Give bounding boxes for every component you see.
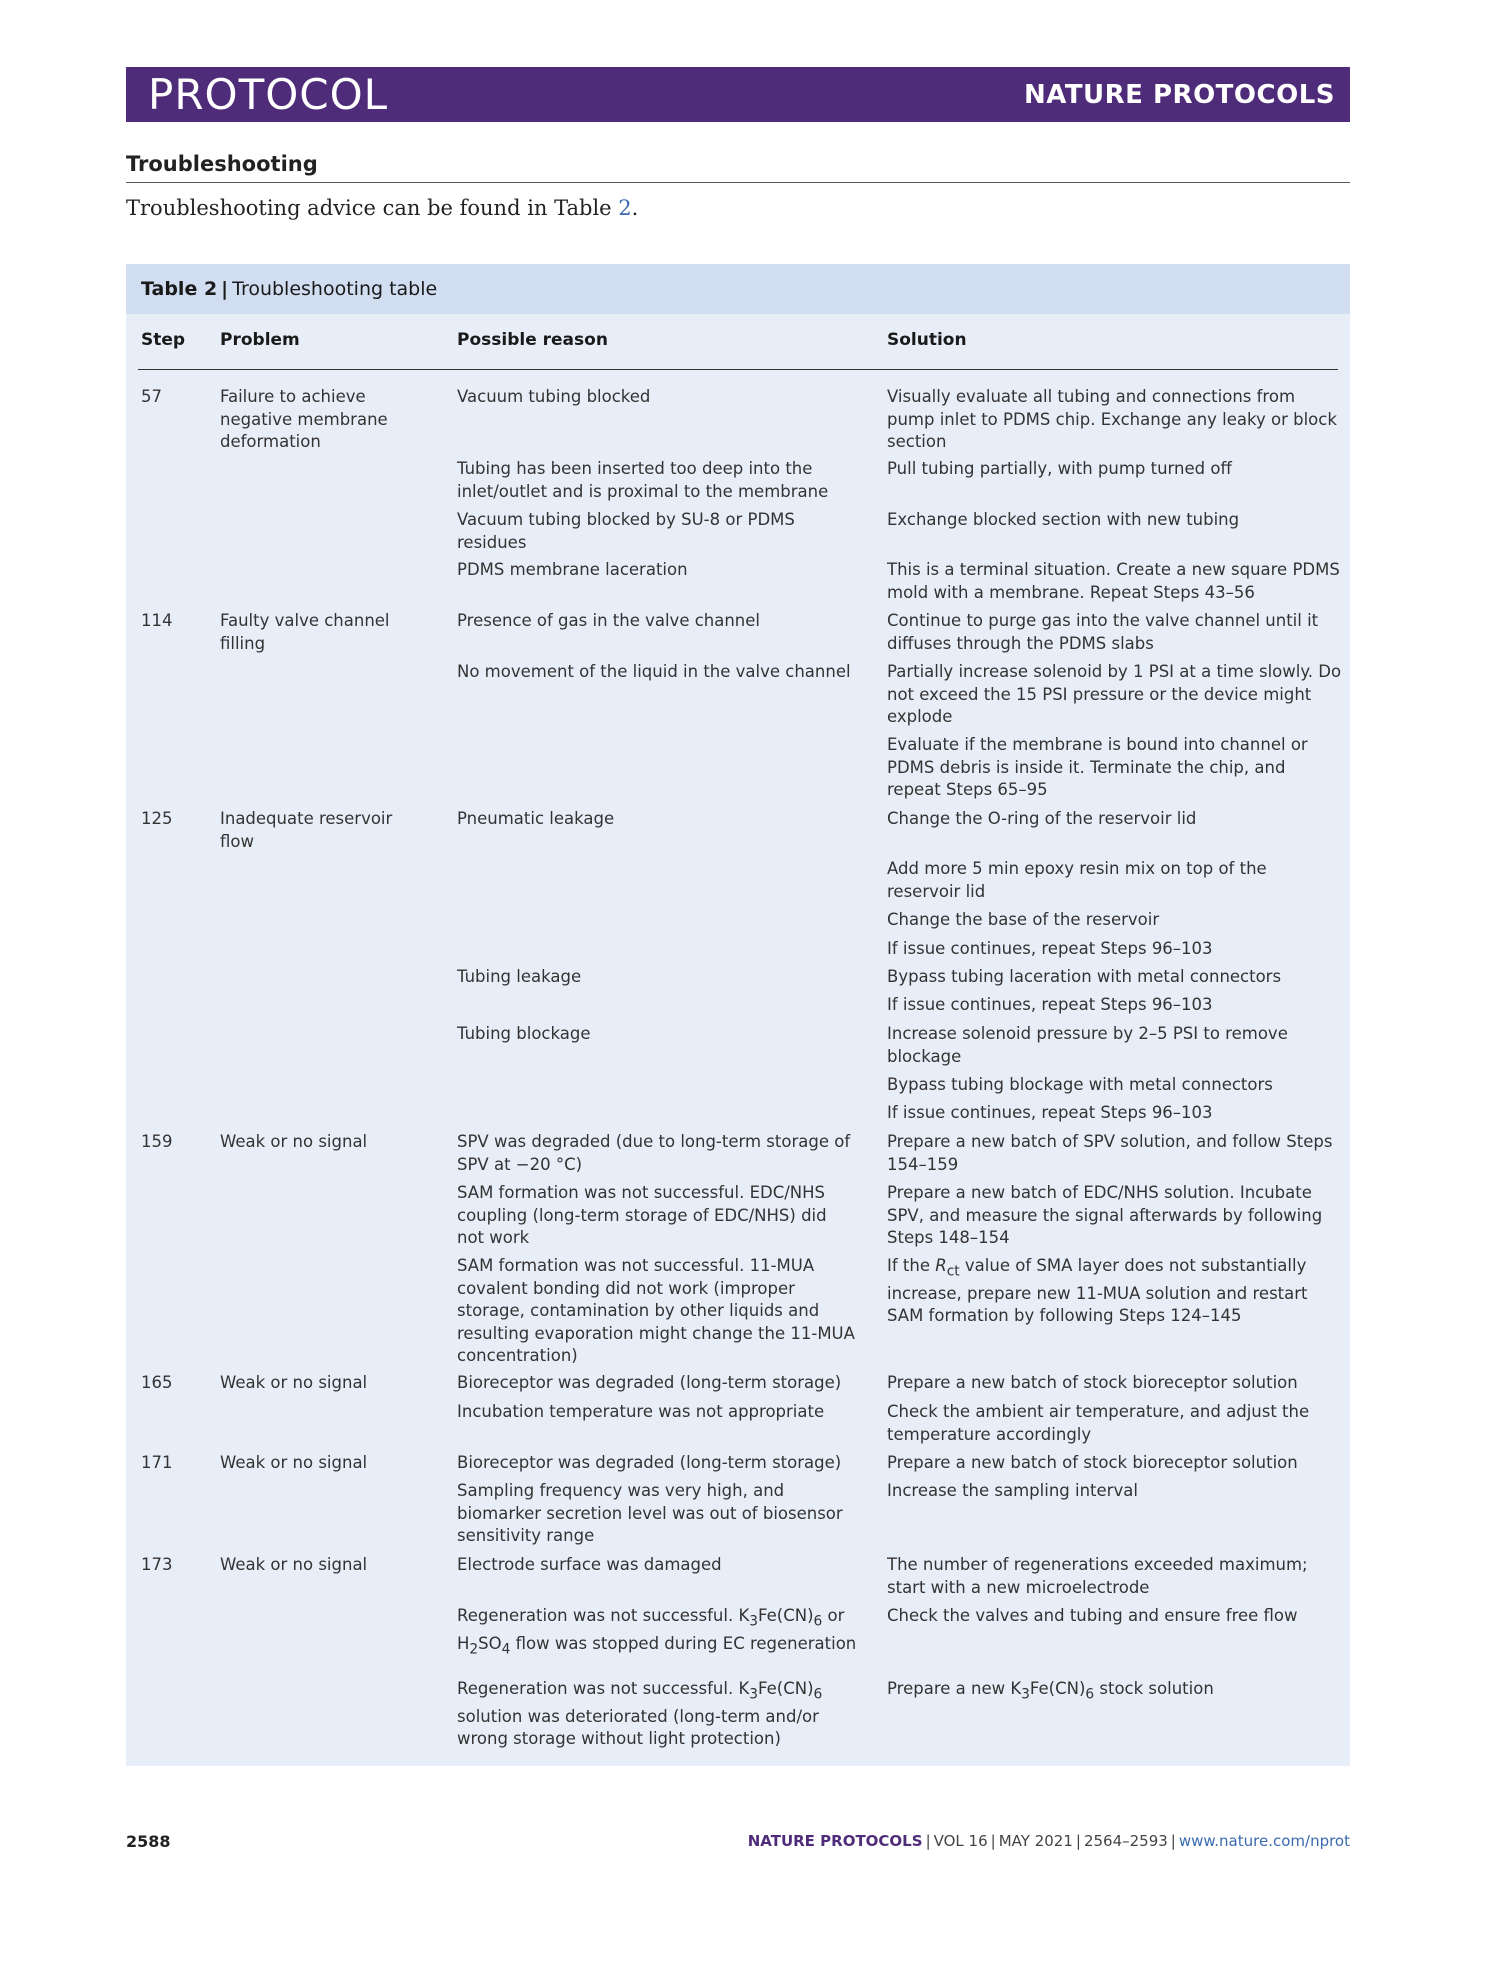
table-label: Table 2 [141, 278, 218, 300]
header-rule [138, 369, 1338, 370]
problem-cell: Weak or no signal [220, 1373, 368, 1392]
column-header-problem: Problem [220, 330, 300, 350]
problem-cell: Weak or no signal [220, 1555, 368, 1574]
problem-cell: Weak or no signal [220, 1132, 368, 1151]
reason-subscript: 4 [501, 1641, 511, 1658]
solution-cell: Visually evaluate all tubing and connections from pump inlet to PDMS chip. Exchange any leaky or block section [887, 387, 1337, 451]
reason-subscript: 2 [469, 1641, 479, 1658]
intro-paragraph [126, 196, 638, 220]
footer-date: MAY 2021 [998, 1832, 1073, 1850]
reason-text: or H [457, 1606, 845, 1653]
step-cell: 125 [141, 809, 173, 828]
solution-cell: Evaluate if the membrane is bound into channel or PDMS debris is inside it. Terminate the chip, and repeat Steps 65–95 [887, 735, 1308, 799]
reason-cell: PDMS membrane laceration [457, 560, 688, 579]
solution-subscript: 3 [1021, 1686, 1030, 1703]
solution-cell: Check the valves and tubing and ensure free flow [887, 1606, 1298, 1625]
solution-subscript: ct [946, 1263, 960, 1280]
reason-cell: Presence of gas in the valve channel [457, 611, 761, 630]
table-caption: Table 2 | Troubleshooting table [141, 278, 438, 300]
reason-cell: Electrode surface was damaged [457, 1555, 722, 1574]
solution-cell: The number of regenerations exceeded maximum; start with a new microelectrode [887, 1555, 1308, 1597]
solution-cell: If issue continues, repeat Steps 96–103 [887, 1103, 1213, 1122]
reason-cell: SAM formation was not successful. EDC/NHS coupling (long-term storage of EDC/NHS) did not work [457, 1183, 827, 1247]
solution-text: Prepare a new K [887, 1679, 1022, 1698]
step-cell: 57 [141, 387, 162, 406]
footer-citation: NATURE PROTOCOLS | VOL 16 | MAY 2021 | 2564–2593 | www.nature.com/nprot [747, 1832, 1350, 1850]
reason-subscript: 3 [749, 1686, 759, 1703]
reason-text: Fe(CN) [758, 1679, 814, 1698]
reason-cell [457, 1678, 857, 1751]
solution-cell: Change the O-ring of the reservoir lid [887, 809, 1197, 828]
solution-cell: If issue continues, repeat Steps 96–103 [887, 995, 1213, 1014]
reason-cell: Tubing leakage [457, 967, 582, 986]
solution-cell: Prepare a new batch of stock bioreceptor solution [887, 1373, 1298, 1392]
reason-cell: SPV was degraded (due to long-term storage of SPV at −20 °C) [457, 1132, 851, 1174]
footer-pages: 2564–2593 [1083, 1832, 1168, 1850]
intro-end: . [631, 196, 639, 220]
column-header-solution: Solution [887, 330, 967, 350]
reason-text: Regeneration was not successful. K [457, 1679, 750, 1698]
solution-cell: Prepare a new batch of EDC/NHS solution. Incubate SPV, and measure the signal afterwards by following Steps 148–154 [887, 1183, 1323, 1247]
reason-subscript: 6 [813, 1686, 823, 1703]
solution-cell: Continue to purge gas into the valve channel until it diffuses through the PDMS slabs [887, 611, 1319, 653]
footer-volume: VOL 16 [933, 1832, 988, 1850]
solution-cell [887, 1678, 1342, 1706]
reason-cell: Sampling frequency was very high, and biomarker secretion level was out of biosensor sensitivity range [457, 1481, 843, 1545]
reason-cell: No movement of the liquid in the valve channel [457, 662, 851, 681]
table-title-bar [126, 264, 1350, 314]
reason-cell: Bioreceptor was degraded (long-term storage) [457, 1373, 842, 1392]
solution-cell: Change the base of the reservoir [887, 910, 1160, 929]
footer-journal: NATURE PROTOCOLS [747, 1832, 923, 1850]
solution-cell: Add more 5 min epoxy resin mix on top of the reservoir lid [887, 859, 1267, 901]
reason-subscript: 3 [749, 1613, 759, 1630]
step-cell: 159 [141, 1132, 173, 1151]
step-cell: 114 [141, 611, 173, 630]
reason-text: Fe(CN) [758, 1606, 814, 1625]
problem-cell: Inadequate reservoir flow [220, 809, 393, 851]
problem-cell: Failure to achieve negative membrane deformation [220, 387, 388, 451]
solution-cell [887, 1255, 1342, 1328]
solution-text: Fe(CN) [1029, 1679, 1086, 1698]
solution-cell: Check the ambient air temperature, and adjust the temperature accordingly [887, 1402, 1310, 1444]
problem-cell: Weak or no signal [220, 1453, 368, 1472]
reason-cell: Vacuum tubing blocked [457, 387, 651, 406]
reason-cell [457, 1605, 857, 1661]
step-cell: 173 [141, 1555, 173, 1574]
section-heading: Troubleshooting [126, 152, 318, 176]
solution-text: stock solution [1094, 1679, 1214, 1698]
reason-cell: Tubing blockage [457, 1024, 591, 1043]
solution-cell: This is a terminal situation. Create a new square PDMS mold with a membrane. Repeat Steps 43–56 [887, 560, 1340, 602]
reason-cell: SAM formation was not successful. 11-MUA covalent bonding did not work (improper storage, contamination by other liquids and resulting evaporation might change the 11-MUA concentration) [457, 1256, 855, 1365]
reason-text: Regeneration was not successful. K [457, 1606, 750, 1625]
page-number: 2588 [126, 1832, 171, 1851]
column-header-step: Step [141, 330, 186, 350]
journal-name: NATURE PROTOCOLS [1023, 80, 1335, 110]
solution-text: value of SMA layer does not substantially increase, prepare new 11-MUA solution and restart SAM formation by following Steps 124–145 [887, 1256, 1308, 1326]
solution-subscript: 6 [1085, 1686, 1095, 1703]
reason-cell: Incubation temperature was not appropriate [457, 1402, 825, 1421]
solution-symbol: R [935, 1256, 947, 1275]
solution-cell: Prepare a new batch of SPV solution, and follow Steps 154–159 [887, 1132, 1333, 1174]
solution-cell: Bypass tubing blockage with metal connectors [887, 1075, 1273, 1094]
section-divider [126, 182, 1350, 183]
footer-url-link[interactable]: www.nature.com/nprot [1178, 1832, 1350, 1850]
solution-cell: If issue continues, repeat Steps 96–103 [887, 939, 1213, 958]
step-cell: 171 [141, 1453, 173, 1472]
solution-cell: Exchange blocked section with new tubing [887, 510, 1240, 529]
solution-text: If the [887, 1256, 936, 1275]
solution-cell: Partially increase solenoid by 1 PSI at a time slowly. Do not exceed the 15 PSI pressure or the device might explode [887, 662, 1342, 726]
intro-text: Troubleshooting advice can be found in Table [126, 196, 619, 220]
table-title: Troubleshooting table [232, 278, 438, 300]
troubleshooting-table [126, 264, 1350, 1766]
solution-cell: Increase solenoid pressure by 2–5 PSI to remove blockage [887, 1024, 1288, 1066]
reason-text: SO [478, 1633, 502, 1653]
solution-cell: Increase the sampling interval [887, 1481, 1138, 1500]
reason-subscript: 6 [813, 1613, 823, 1630]
reason-text: flow was stopped during EC regeneration [510, 1633, 857, 1653]
problem-cell: Faulty valve channel filling [220, 611, 390, 653]
section-label: PROTOCOL [148, 70, 389, 119]
table-reference-link[interactable]: 2 [618, 196, 632, 220]
reason-cell: Tubing has been inserted too deep into the inlet/outlet and is proximal to the membrane [457, 459, 829, 501]
journal-banner [126, 67, 1350, 122]
reason-text: solution was deteriorated (long-term and/or wrong storage without light protection) [457, 1706, 819, 1749]
reason-cell: Bioreceptor was degraded (long-term storage) [457, 1453, 842, 1472]
step-cell: 165 [141, 1373, 173, 1392]
solution-cell: Bypass tubing laceration with metal connectors [887, 967, 1282, 986]
solution-cell: Prepare a new batch of stock bioreceptor solution [887, 1453, 1298, 1472]
column-header-reason: Possible reason [457, 330, 608, 350]
reason-cell: Vacuum tubing blocked by SU-8 or PDMS residues [457, 510, 795, 552]
reason-cell: Pneumatic leakage [457, 809, 615, 828]
solution-cell: Pull tubing partially, with pump turned off [887, 459, 1232, 478]
